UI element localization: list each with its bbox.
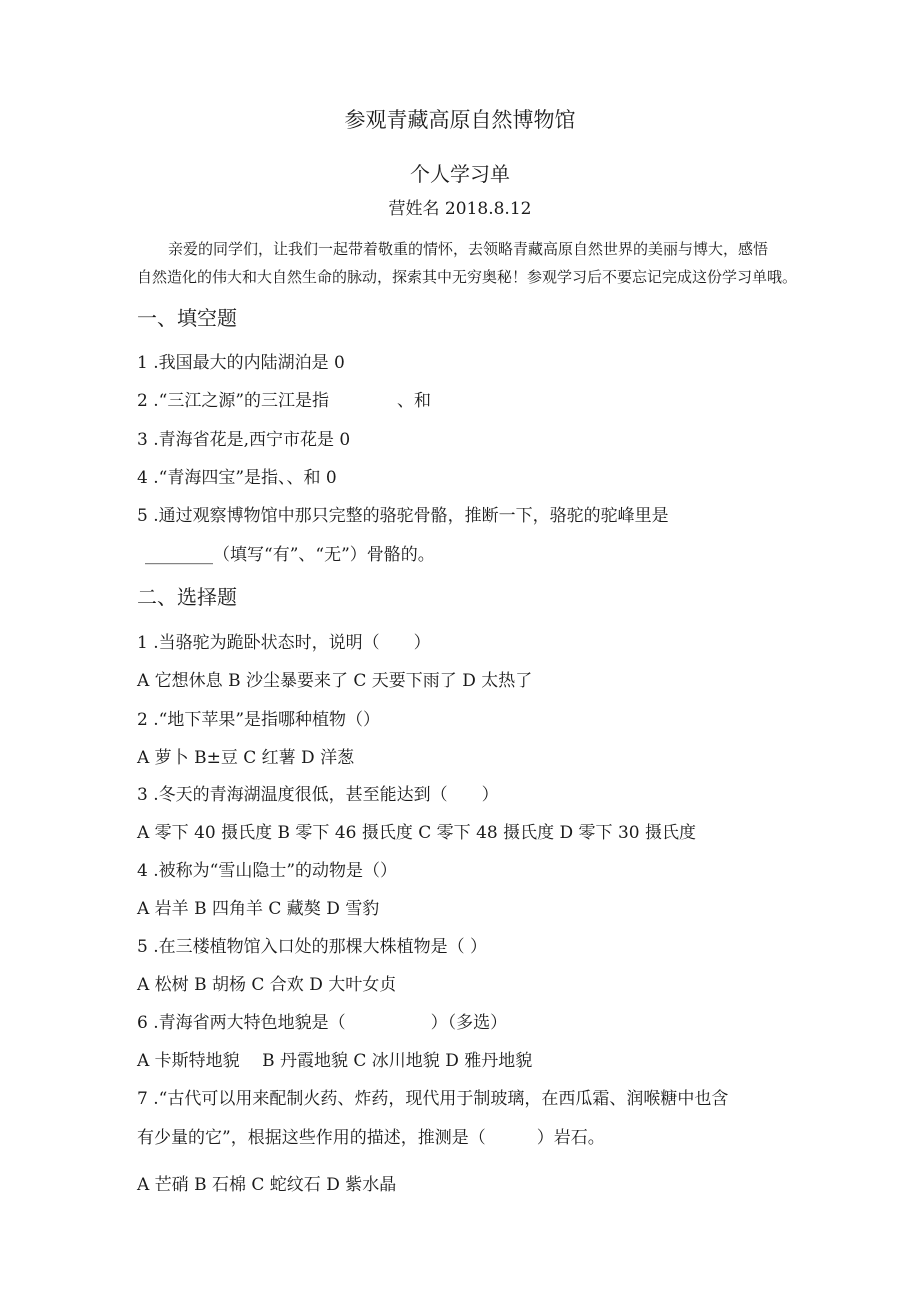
section-heading-fill-blank: 一、填空题 xyxy=(137,306,237,330)
choice-options-5: A 松树 B 胡杨 C 合欢 D 大叶女贞 xyxy=(137,975,397,995)
choice-question-5: 5 .在三楼植物馆入口处的那棵大株植物是（ ） xyxy=(137,937,488,957)
page-subtitle: 个人学习单 xyxy=(410,162,510,186)
choice-options-6: A 卡斯特地貌 B 丹霞地貌 C 冰川地貌 D 雅丹地貌 xyxy=(137,1051,533,1071)
choice-question-7-line-2: 有少量的它”，根据这些作用的描述，推测是（ ）岩石。 xyxy=(137,1128,605,1148)
intro-line-2: 自然造化的伟大和大自然生命的脉动，探索其中无穷奥秘！参观学习后不要忘记完成这份学习单哦。 xyxy=(137,268,798,286)
page-title: 参观青藏高原自然博物馆 xyxy=(344,108,576,132)
choice-options-4: A 岩羊 B 四角羊 C 藏獒 D 雪豹 xyxy=(137,899,380,919)
choice-options-2: A 萝卜 B±豆 C 红薯 D 洋葱 xyxy=(137,748,355,768)
fill-question-5-line-2: ________（填写“有”、“无”）骨骼的。 xyxy=(145,545,435,565)
fill-question-3: 3 .青海省花是,西宁市花是 0 xyxy=(137,430,351,450)
choice-question-2: 2 .“地下苹果”是指哪种植物（） xyxy=(137,710,381,730)
choice-question-1: 1 .当骆驼为跪卧状态时，说明（ ） xyxy=(137,633,431,653)
choice-question-7-line-1: 7 .“古代可以用来配制火药、炸药，现代用于制玻璃，在西瓜霜、润喉糖中也含 xyxy=(137,1089,729,1109)
choice-question-6: 6 .青海省两大特色地貌是（ ）（多选） xyxy=(137,1013,508,1033)
meta-line: 营姓名 2018.8.12 xyxy=(388,199,532,219)
choice-options-1: A 它想休息 B 沙尘暴要来了 C 天要下雨了 D 太热了 xyxy=(137,671,533,691)
fill-question-4: 4 .“青海四宝”是指、、和 0 xyxy=(137,468,337,488)
fill-question-1: 1 .我国最大的内陆湖泊是 0 xyxy=(137,353,345,373)
fill-question-2: 2 .“三江之源”的三江是指 、和 xyxy=(137,391,432,411)
choice-options-3: A 零下 40 摄氏度 B 零下 46 摄氏度 C 零下 48 摄氏度 D 零下 30 摄氏度 xyxy=(137,823,696,843)
choice-question-3: 3 .冬天的青海湖温度很低，甚至能达到（ ） xyxy=(137,785,499,805)
choice-question-4: 4 .被称为“雪山隐士”的动物是（） xyxy=(137,861,398,881)
intro-line-1: 亲爱的同学们，让我们一起带着敬重的情怀，去领略青藏高原自然世界的美丽与博大，感悟 xyxy=(168,240,769,258)
choice-options-7: A 芒硝 B 石棉 C 蛇纹石 D 紫水晶 xyxy=(137,1175,397,1195)
section-heading-choice: 二、选择题 xyxy=(137,585,237,609)
fill-question-5-line-1: 5 .通过观察博物馆中那只完整的骆驼骨骼，推断一下，骆驼的驼峰里是 xyxy=(137,506,669,526)
